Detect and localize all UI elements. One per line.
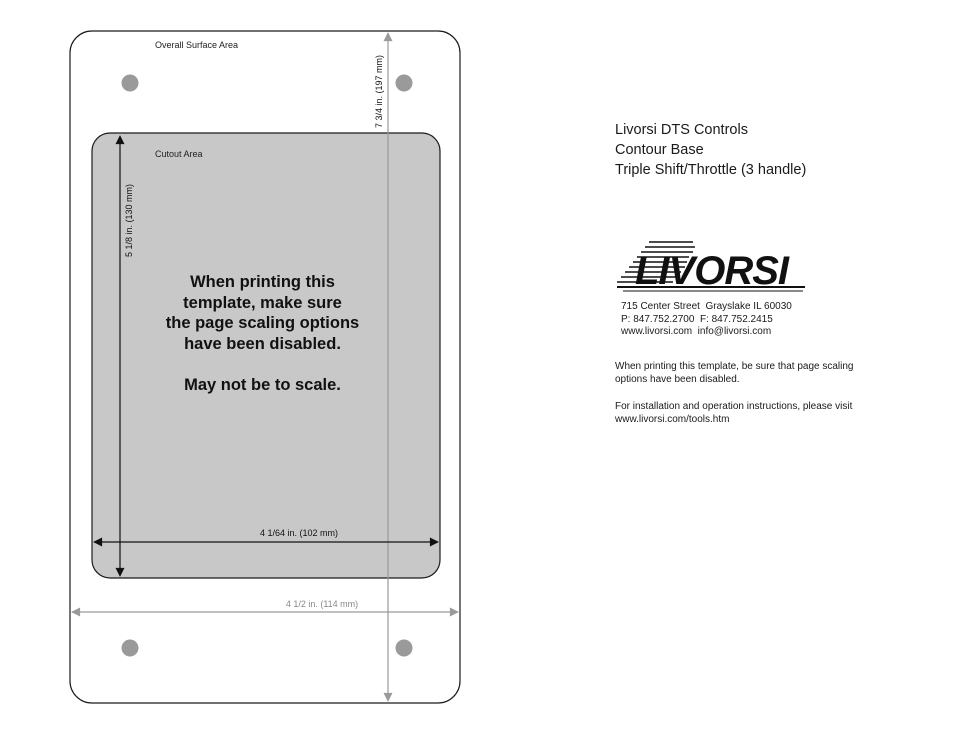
warning-line: template, make sure	[183, 293, 342, 312]
warning-line: When printing this	[190, 273, 335, 291]
notes	[615, 360, 885, 440]
mounting-hole-bottom-left	[122, 640, 139, 657]
product-info	[615, 120, 806, 180]
livorsi-logo	[615, 238, 815, 294]
address-street: 715 Center Street Grayslake IL 60030	[621, 301, 792, 312]
mounting-hole-top-left	[122, 75, 139, 92]
scaling-warning	[140, 272, 385, 395]
overall-height-label: 7 3/4 in. (197 mm)	[374, 54, 384, 128]
instructions-note: For installation and operation instructions, please visit www.livorsi.com/tools.htm	[615, 401, 853, 425]
product-model: Contour Base	[615, 142, 704, 158]
cutout-height-label: 5 1/8 in. (130 mm)	[124, 183, 134, 257]
address-web: www.livorsi.com info@livorsi.com	[621, 326, 772, 337]
warning-line: the page scaling options	[165, 314, 360, 332]
svg-text:LIVORSI: LIVORSI	[635, 249, 789, 293]
cutout-area-label: Cutout Area	[155, 149, 203, 159]
cutout-width-label: 4 1/64 in. (102 mm)	[259, 528, 339, 538]
company-address	[621, 301, 792, 339]
product-configuration: Triple Shift/Throttle (3 handle)	[615, 162, 807, 178]
warning-spacer	[140, 354, 385, 375]
overall-width-label: 4 1/2 in. (114 mm)	[285, 599, 359, 609]
warning-line-scale: May not be to scale.	[184, 375, 341, 394]
printing-note: When printing this template, be sure that page scaling options have been disabled.	[615, 361, 854, 385]
warning-line: have been disabled.	[184, 334, 341, 353]
product-brand: Livorsi DTS Controls	[615, 122, 748, 138]
overall-surface-label: Overall Surface Area	[155, 40, 239, 50]
mounting-hole-bottom-right	[396, 640, 413, 657]
mounting-hole-top-right	[396, 75, 413, 92]
address-phone: P: 847.752.2700 F: 847.752.2415	[621, 313, 773, 325]
